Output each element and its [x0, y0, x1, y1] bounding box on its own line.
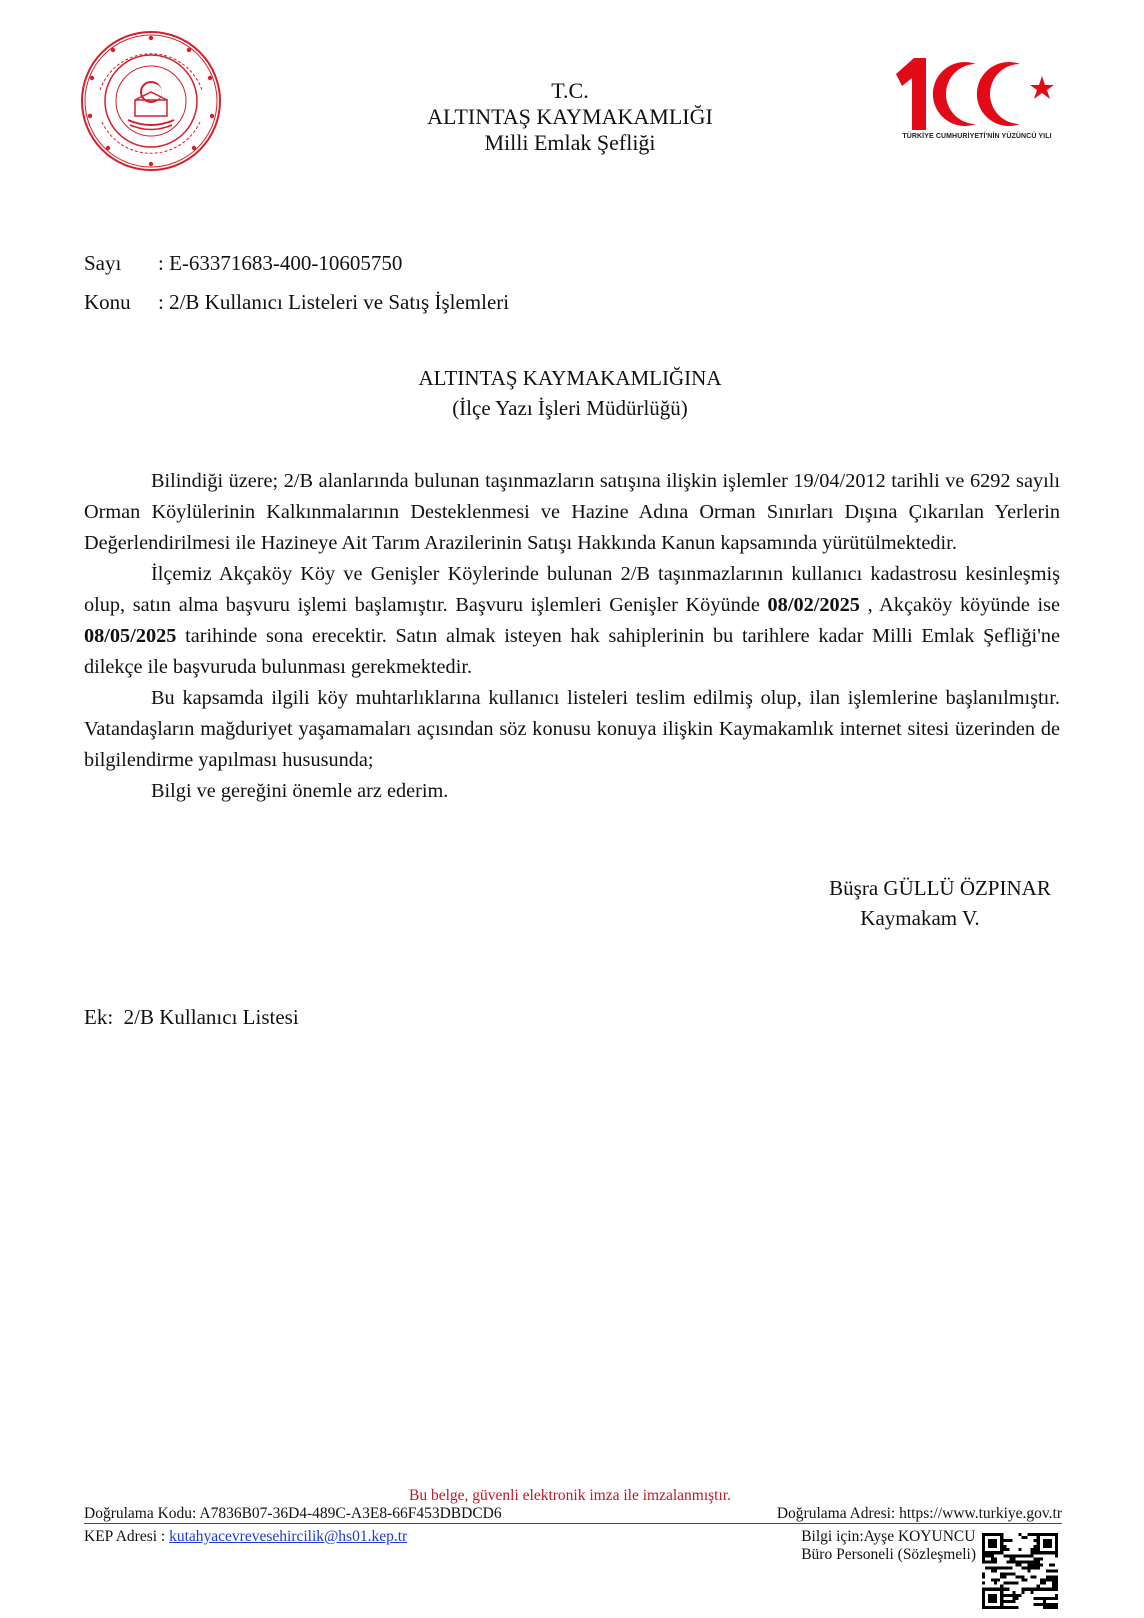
sayi-row	[84, 251, 402, 276]
sayi-label: Sayı	[84, 251, 122, 275]
konu-value: : 2/B Kullanıcı Listeleri ve Satış İşlemleri	[158, 290, 510, 314]
centennial-100-logo-icon	[892, 52, 1062, 144]
attachment	[84, 1005, 299, 1030]
kep-link[interactable]: kutahyacevrevesehircilik@hs01.kep.tr	[169, 1528, 408, 1545]
verification-address: Doğrulama Adresi: https://www.turkiye.gov.tr	[776, 1505, 1062, 1522]
konu-label: Konu	[84, 290, 131, 314]
qr-code-icon	[982, 1533, 1058, 1609]
info-contact	[801, 1528, 976, 1564]
info-person: Bilgi için:Ayşe KOYUNCU	[801, 1528, 976, 1545]
centennial-caption: TÜRKİYE CUMHURİYETİ'NİN YÜZÜNCÜ YILI	[902, 133, 1052, 140]
esign-notice: Bu belge, güvenli elektronik imza ile imzalanmıştır.	[409, 1487, 731, 1504]
attachment-value: 2/B Kullanıcı Listesi	[123, 1005, 299, 1029]
attachment-label: Ek:	[84, 1005, 114, 1029]
signer-title: Kaymakam V.	[860, 906, 980, 930]
paragraph-4: Bilgi ve gereğini önemle arz ederim.	[151, 780, 449, 802]
konu-row	[84, 290, 509, 315]
paragraph-3: Bu kapsamda ilgili köy muhtarlıklarına kullanıcı listeleri teslim edilmiş olup, ilan işlemlerine başlanılmıştır. Vatandaşların mağduriyet yaşamamaları açısından söz konusu konuya ilişkin Kaymakamlık internet sitesi üzerinden de bilgilendirme yapılması hususunda;	[84, 687, 1060, 771]
signer-name: Büşra GÜLLÜ ÖZPINAR	[829, 876, 1051, 900]
header-institution: ALTINTAŞ KAYMAKAMLIĞI	[427, 104, 713, 129]
kep-address	[84, 1528, 407, 1546]
sayi-value: : E-63371683-400-10605750	[158, 251, 403, 275]
paragraph-1: Bilindiği üzere; 2/B alanlarında bulunan taşınmazların satışına ilişkin işlemler 19/04/2012 tarihli ve 6292 sayılı Orman Köylülerinin Kalkınmalarının Desteklenmesi ve Hazine Adına Orman Sınırları Dışına Çıkarılan Yerlerin Değerlendirilmesi ile Hazineye Ait Tarım Arazilerinin Satışı Hakkında Kanun kapsamında yürütülmektedir.	[84, 470, 1060, 554]
addressee-title: ALTINTAŞ KAYMAKAMLIĞINA	[418, 366, 722, 390]
deadline-date-genisler: 08/02/2025	[767, 594, 860, 616]
paragraph-2-text-c: tarihinde sona erecektir. Satın almak isteyen hak sahiplerinin bu tarihlere kadar Milli Emlak Şefliği'ne dilekçe ile başvuruda bulunması gerekmektedir.	[84, 625, 1060, 678]
addressee-subtitle: (İlçe Yazı İşleri Müdürlüğü)	[452, 396, 688, 420]
header-tc: T.C.	[551, 78, 589, 103]
kep-label: KEP Adresi :	[84, 1528, 166, 1545]
ministry-seal-icon	[80, 30, 222, 172]
paragraph-2-text-a: İlçemiz Akçaköy Köy ve Genişler Köylerinde bulunan 2/B taşınmazlarının kullanıcı kadastrosu kesinleşmiş olup, satın alma başvuru işlemi başlamıştır. Başvuru işlemleri Genişler Köyünde	[84, 563, 1060, 616]
paragraph-2-text-b: , Akçaköy köyünde ise	[859, 594, 1061, 616]
verification-code: Doğrulama Kodu: A7836B07-36D4-489C-A3E8-66F453DBDCD6	[84, 1505, 502, 1522]
info-role: Büro Personeli (Sözleşmeli)	[801, 1546, 976, 1563]
paragraph-2	[84, 559, 1060, 683]
letter-body	[84, 466, 1060, 807]
footer-divider	[84, 1523, 1062, 1524]
deadline-date-akcakoy: 08/05/2025	[84, 625, 177, 647]
header-department: Milli Emlak Şefliği	[484, 130, 656, 155]
